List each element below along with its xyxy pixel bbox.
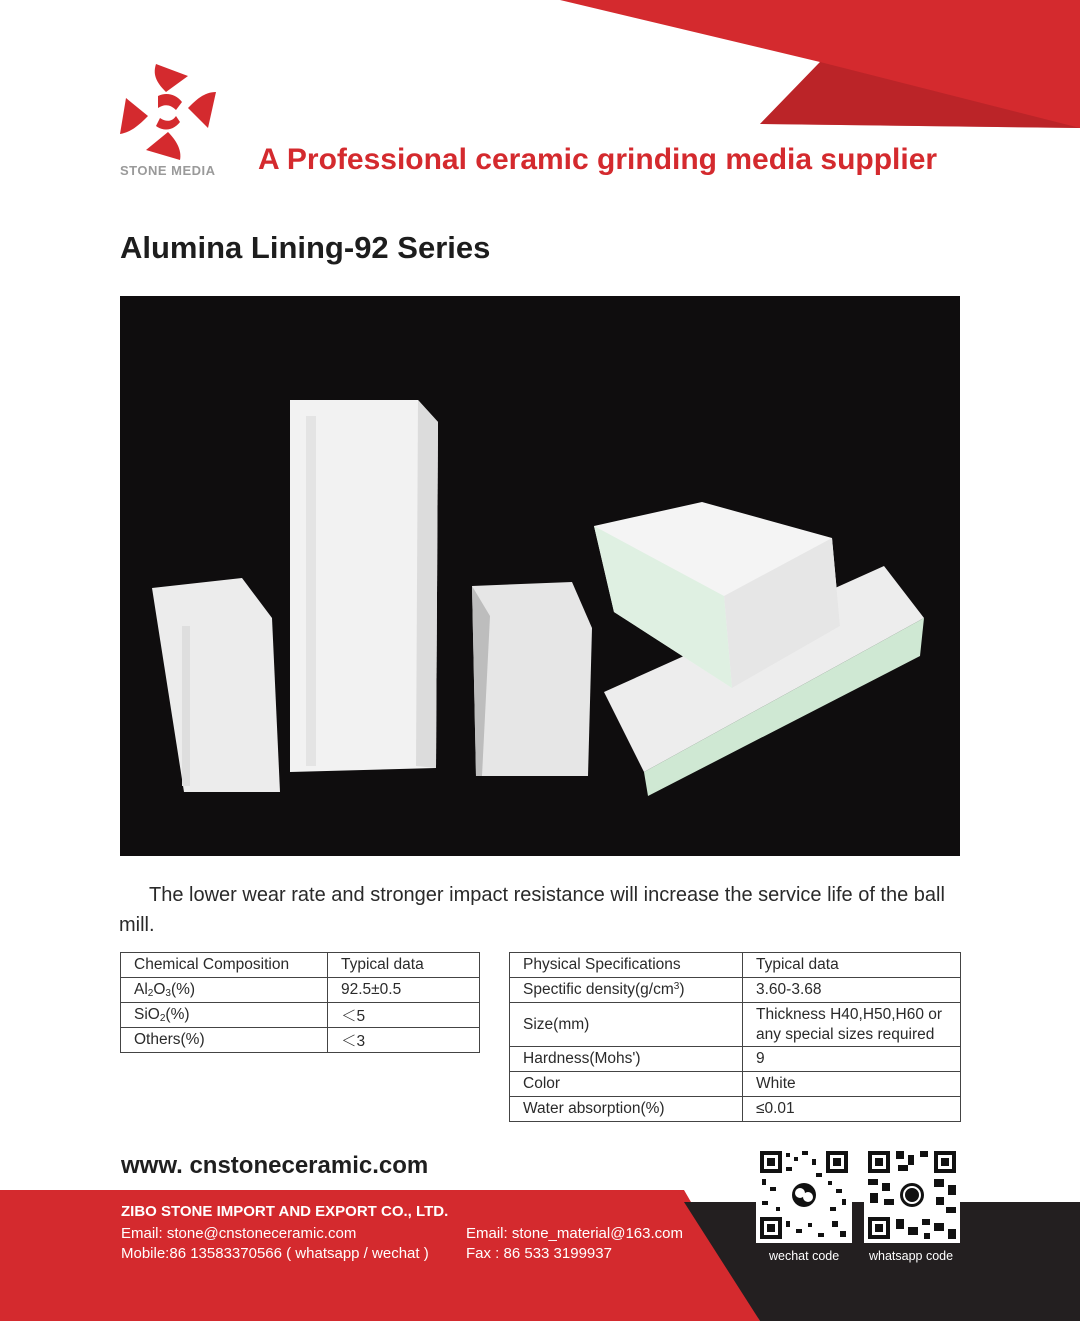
table-row: [510, 1003, 961, 1047]
table-cell-label: Spectific $density(g/cm^3)$: [510, 978, 743, 1003]
table-cell-value: 3.60-3.68: [743, 978, 961, 1003]
product-photo: [120, 296, 960, 856]
table-row: [510, 1097, 961, 1122]
table-cell-label: SiO$_2$(%): [121, 1003, 328, 1028]
table-cell-label: Hardness(Mohs'): [510, 1047, 743, 1072]
physical-specifications-table: [509, 952, 961, 1122]
wechat-qr-code-icon: [756, 1147, 852, 1243]
chemical-composition-table: [120, 952, 480, 1053]
table-header: Typical data: [743, 953, 961, 978]
table-cell-label: $Al_2O_3(\%)$: [121, 978, 328, 1003]
table-cell-value: ＜5: [328, 1003, 480, 1028]
table-header: Chemical Composition: [121, 953, 328, 978]
table-row: [121, 1028, 480, 1053]
email-secondary[interactable]: Email: stone_material@163.com: [466, 1225, 683, 1242]
table-row: [510, 1047, 961, 1072]
stone-media-logo-icon: [118, 62, 218, 162]
table-cell-value: 92.5±0.5: [328, 978, 480, 1003]
whatsapp-code-label: whatsapp code: [869, 1249, 954, 1263]
table-cell-label: Color: [510, 1072, 743, 1097]
table-header: Typical data: [328, 953, 480, 978]
email-primary[interactable]: Email: stone@cnstoneceramic.com: [121, 1225, 357, 1242]
website-link[interactable]: www. cnstoneceramic.com: [121, 1152, 429, 1179]
table-cell-label: Others(%): [121, 1028, 328, 1053]
table-row: [121, 978, 480, 1003]
table-cell-value: ＜3: [328, 1028, 480, 1053]
table-cell-value: ≤0.01: [743, 1097, 961, 1122]
table-cell-value: Thickness H40,H50,H60 or any special sizes required: [743, 1003, 961, 1047]
table-cell-label: Water absorption(%): [510, 1097, 743, 1122]
tagline: A Professional ceramic grinding media supplier: [258, 143, 938, 176]
table-row: [510, 978, 961, 1003]
logo-text: STONE MEDIA: [120, 163, 216, 178]
table-cell-label: Size(mm): [510, 1003, 743, 1047]
company-name: ZIBO STONE IMPORT AND EXPORT CO., LTD.: [121, 1203, 449, 1220]
product-title: Alumina Lining-92 Series: [120, 230, 491, 265]
table-cell-value: White: [743, 1072, 961, 1097]
product-description: The lower wear rate and stronger impact resistance will increase the service life of the ball mill.: [119, 884, 945, 936]
table-row: [121, 1003, 480, 1028]
whatsapp-qr-code-icon: [864, 1147, 960, 1243]
table-header-row: [121, 953, 480, 978]
wechat-code-label: wechat code: [769, 1249, 840, 1263]
table-header-row: [510, 953, 961, 978]
mobile-number: Mobile:86 13583370566 ( whatsapp / wechat ): [121, 1245, 429, 1262]
fax-number: Fax : 86 533 3199937: [466, 1245, 612, 1262]
table-cell-value: 9: [743, 1047, 961, 1072]
table-row: [510, 1072, 961, 1097]
table-header: Physical Specifications: [510, 953, 743, 978]
